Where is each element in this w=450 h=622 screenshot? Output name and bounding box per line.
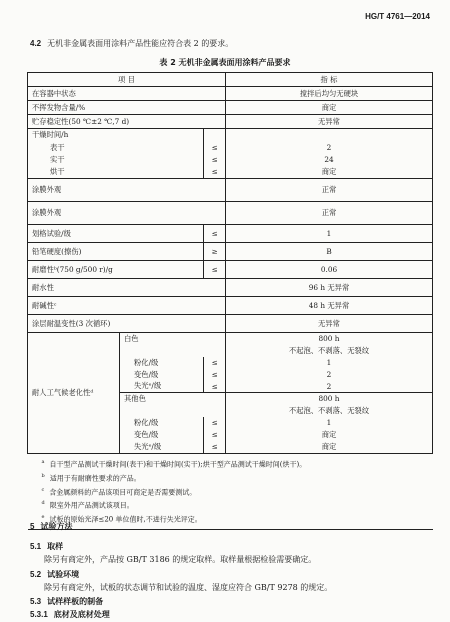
column-header-item: 项 目 (28, 73, 226, 87)
row-value: 不起泡、不剥落、无裂纹 (226, 405, 433, 417)
row-value: 1 (226, 357, 433, 369)
clause-4-2 (30, 38, 233, 49)
row-label: 在容器中状态 (28, 87, 226, 101)
row-label: 涂层耐温变性(3 次循环) (28, 315, 226, 333)
row-label: 实干 (28, 154, 204, 166)
sub-label: 失光ᵉ/级 (120, 441, 204, 454)
row-value: 正常 (226, 179, 433, 202)
operator: ≤ (204, 261, 226, 279)
section-5-3-1-heading: 5.3.1 底材及底材处理 (30, 610, 110, 619)
operator: ≥ (204, 243, 226, 261)
operator: ≤ (204, 357, 226, 369)
row-value: B (226, 243, 433, 261)
footnote: $^a$ 自干型产品测试干燥时间(表干)和干燥时间(实干);烘干型产品测试干燥时间(烘干)。 (41, 459, 307, 469)
operator: ≤ (204, 142, 226, 154)
row-value: 800 h (226, 393, 433, 405)
row-value: 商定 (226, 101, 433, 115)
row-value: 商定 (226, 429, 433, 441)
section-5-1-heading: 5.1 取样 (30, 542, 64, 551)
clause-text: 无机非金属表面用涂料产品性能应符合表 2 的要求。 (47, 39, 234, 48)
row-value: 2 (226, 369, 433, 381)
operator: ≤ (204, 441, 226, 454)
footnote: $^d$ 限室外用产品测试该项目。 (41, 500, 134, 510)
row-value: 搅拌后均匀无硬块 (226, 87, 433, 101)
footnote: $^e$ 试板的原始光泽≤20 单位值时,不进行失光评定。 (41, 514, 202, 524)
row-value: 48 h 无异常 (226, 297, 433, 315)
row-label: 涂膜外观 (28, 179, 226, 202)
row-value: 24 (226, 154, 433, 166)
row-label: 划格试验/级 (28, 225, 204, 243)
operator: ≤ (204, 381, 226, 393)
row-label: 涂膜外观 (28, 202, 226, 225)
row-label-weathering: 耐人工气候老化性ᵈ (28, 333, 120, 454)
section-5-heading: 5 试验方法 (30, 522, 73, 531)
sub-label: 失光ᵉ/级 (120, 381, 204, 393)
operator: ≤ (204, 225, 226, 243)
section-5-1-text: 除另有商定外，产品按 GB/T 3186 的规定取样。取样量根据检验需要确定。 (44, 555, 317, 564)
row-label: 贮存稳定性(50 ℃±2 ℃,7 d) (28, 115, 226, 129)
footnote: $^b$ 适用于有耐磨性要求的产品。 (41, 472, 141, 483)
sub-label: 粉化/级 (120, 417, 204, 429)
row-label: 烘干 (28, 166, 204, 179)
standard-code: HG/T 4761—2014 (365, 12, 430, 21)
operator: ≤ (204, 369, 226, 381)
row-value: 800 h (226, 333, 433, 345)
row-value: 商定 (226, 441, 433, 454)
row-label: 耐水性 (28, 279, 226, 297)
row-label: 耐磨性ᵇ(750 g/500 r)/g (28, 261, 204, 279)
column-header-index: 指 标 (226, 73, 433, 87)
row-label: 铅笔硬度(擦伤) (28, 243, 204, 261)
table-caption: 表 2 无机非金属表面用涂料产品要求 (159, 58, 291, 67)
row-value: 1 (226, 225, 433, 243)
row-value: 不起泡、不剥落、无裂纹 (226, 345, 433, 357)
row-value: 2 (226, 142, 433, 154)
operator: ≤ (204, 154, 226, 166)
table-footnotes (28, 454, 433, 530)
row-label: 不挥发物含量/% (28, 101, 226, 115)
row-value: 0.06 (226, 261, 433, 279)
row-label: 表干 (28, 142, 204, 154)
operator: ≤ (204, 166, 226, 179)
operator: ≤ (204, 429, 226, 441)
row-value: 无异常 (226, 315, 433, 333)
row-label: 干燥时间/h (28, 129, 204, 142)
row-value: 正常 (226, 202, 433, 225)
sub-label: 粉化/级 (120, 357, 204, 369)
row-value: 无异常 (226, 115, 433, 129)
row-value: 1 (226, 417, 433, 429)
sub-label: 其他色 (120, 393, 226, 405)
footnote: $^c$ 含金属颜料的产品该项目可商定是否需要测试。 (41, 486, 197, 496)
section-5-2-text: 除另有商定外，试板的状态调节和试验的温度、湿度应符合 GB/T 9278 的规定。 (44, 583, 333, 592)
clause-number: 4.2 (30, 39, 42, 48)
operator: ≤ (204, 417, 226, 429)
row-value: 96 h 无异常 (226, 279, 433, 297)
requirements-table (27, 72, 433, 530)
section-5-2-heading: 5.2 试验环境 (30, 570, 80, 579)
sub-label: 变色/级 (120, 369, 204, 381)
row-value: 商定 (226, 166, 433, 179)
row-label: 耐碱性ᶜ (28, 297, 226, 315)
sub-label: 白色 (120, 333, 226, 345)
sub-label: 变色/级 (120, 429, 204, 441)
row-value: 2 (226, 381, 433, 393)
section-5-3-heading: 5.3 试样样板的制备 (30, 597, 104, 606)
